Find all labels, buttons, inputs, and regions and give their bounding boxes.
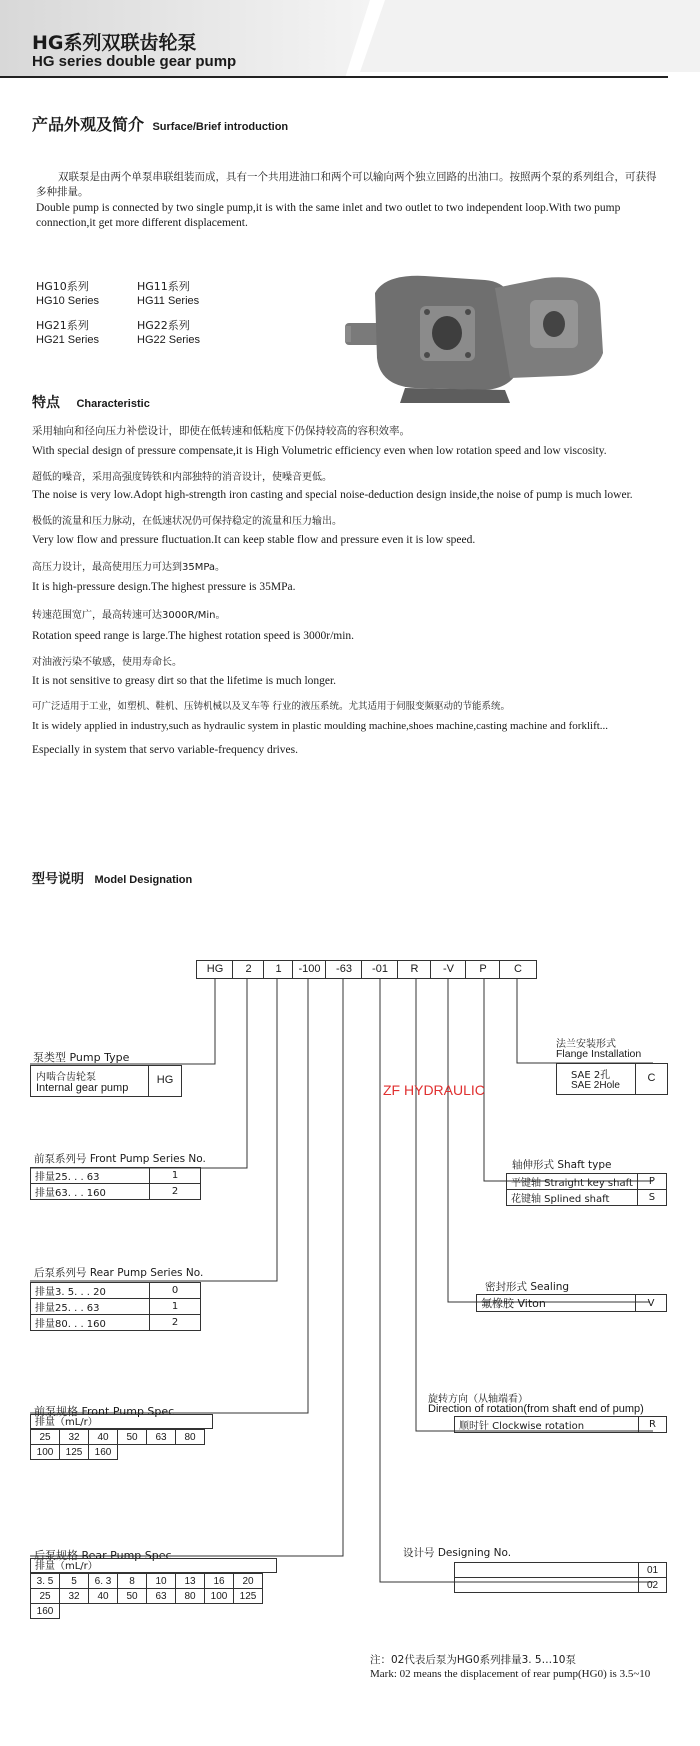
pump-type-code: HG	[156, 1074, 174, 1086]
shaft-label: 轴伸形式 Shaft type	[512, 1159, 612, 1171]
table-row: 氟橡胶 Viton V	[477, 1295, 667, 1312]
characteristic-line-en: It is high-pressure design.The highest pressure is 35MPa.	[32, 581, 296, 593]
front-series-table	[30, 1167, 201, 1200]
table-row: 25 32 40 50 63 80 100 125	[31, 1589, 263, 1604]
pump-type-box	[30, 1065, 182, 1097]
code-box: P	[465, 960, 501, 979]
code-box: -V	[430, 960, 467, 979]
intro-heading-cn: 产品外观及简介	[32, 115, 145, 134]
code-box: C	[499, 960, 537, 979]
model-heading-en: Model Designation	[94, 874, 193, 886]
characteristic-line-cn: 可广泛适用于工业，如塑机、鞋机、压铸机械以及叉车等 行业的液压系统。尤其适用于伺服变频驱动的节能系统。	[32, 701, 511, 712]
table-row: 3. 5 5 6. 3 8 10 13 16 20	[31, 1574, 263, 1589]
table-row: 顺时针 Clockwise rotation R	[455, 1417, 667, 1433]
rear-series-label: 后泵系列号 Rear Pump Series No.	[34, 1267, 204, 1279]
characteristic-line-en: It is widely applied in industry,such as hydraulic system in plastic moulding machine,shoes machine,casting machine and forklift...	[32, 720, 609, 732]
front-spec-label: 前泵规格 Front Pump Spec	[34, 1405, 175, 1418]
code-box: -63	[325, 960, 363, 979]
table-row: 01	[455, 1563, 667, 1578]
table-row: 100 125 160	[31, 1445, 205, 1460]
characteristic-line-en: With special design of pressure compensate,it is High Volumetric efficiency even when low rotation speed and low viscosity.	[32, 445, 607, 457]
table-row: 160	[31, 1604, 263, 1619]
characteristic-line-cn: 高压力设计，最高使用压力可达到35MPa。	[32, 562, 226, 573]
table-row: 排量80. . . 160 2	[31, 1315, 201, 1331]
intro-heading-en: Surface/Brief introduction	[152, 121, 289, 133]
page-title-cn: HG系列双联齿轮泵	[32, 32, 197, 54]
flange-line1: SAE 2孔	[571, 1070, 611, 1081]
rotation-label-en: Direction of rotation(from shaft end of pump)	[428, 1403, 644, 1415]
code-box: HG	[196, 960, 234, 979]
front-spec-unit: 排量（mL/r）	[30, 1414, 213, 1429]
characteristic-heading-en: Characteristic	[76, 398, 150, 410]
watermark-text: ZF HYDRAULIC	[383, 1082, 485, 1098]
characteristic-line-en: The noise is very low.Adopt high-strength iron casting and special noise-deduction design inside,the noise of pump is much lower.	[32, 489, 633, 501]
pump-type-desc-en: Internal gear pump	[36, 1082, 129, 1094]
rear-spec-table	[30, 1573, 263, 1619]
rear-spec-label: 后泵规格 Rear Pump Spec	[34, 1549, 172, 1562]
seal-label: 密封形式 Sealing	[485, 1281, 570, 1293]
characteristic-line-cn: 超低的噪音，采用高强度铸铁和内部独特的消音设计，使噪音更低。	[32, 472, 332, 483]
pump-type-label: 泵类型 Pump Type	[33, 1051, 130, 1064]
table-row: 排量63. . . 160 2	[31, 1184, 201, 1200]
shaft-table	[506, 1173, 667, 1206]
characteristic-line-cn: 极低的流量和压力脉动，在低速状况仍可保持稳定的流量和压力输出。	[32, 516, 342, 527]
flange-label-cn: 法兰安装形式	[556, 1039, 616, 1050]
design-table	[454, 1562, 667, 1593]
series-item: HG10系列 HG10 Series	[36, 280, 99, 307]
characteristic-line-en: Especially in system that servo variable-frequency drives.	[32, 744, 299, 756]
table-row: 排量3. 5. . . 20 0	[31, 1283, 201, 1299]
pump-type-desc-cn: 内啮合齿轮泵	[36, 1072, 96, 1083]
rotation-table	[454, 1416, 667, 1433]
rear-series-table	[30, 1282, 201, 1331]
seal-table	[476, 1294, 667, 1312]
flange-box	[556, 1063, 668, 1095]
table-row: 排量25. . . 63 1	[31, 1299, 201, 1315]
flange-label-en: Flange Installation	[556, 1048, 642, 1060]
code-box: 1	[263, 960, 294, 979]
front-series-label: 前泵系列号 Front Pump Series No.	[34, 1153, 206, 1165]
code-box: -01	[361, 960, 399, 979]
characteristic-line-cn: 转速范围宽广，最高转速可达3000R/Min。	[32, 610, 226, 621]
note-en: Mark: 02 means the displacement of rear pump(HG0) is 3.5~10	[370, 1668, 651, 1680]
series-item: HG22系列 HG22 Series	[137, 319, 200, 346]
table-row: 花键轴 Splined shaft S	[507, 1190, 667, 1206]
code-box: R	[397, 960, 432, 979]
table-row: 平键轴 Straight key shaft P	[507, 1174, 667, 1190]
note-cn: 注：02代表后泵为HG0系列排量3. 5…10泵	[370, 1654, 576, 1666]
flange-line2: SAE 2Hole	[571, 1080, 620, 1091]
page-title-en: HG series double gear pump	[32, 53, 237, 70]
table-row: 02	[455, 1578, 667, 1593]
characteristic-heading-cn: 特点	[32, 395, 60, 411]
flange-code: C	[647, 1072, 656, 1084]
table-row: 25 32 40 50 63 80	[31, 1430, 205, 1445]
rotation-label-cn: 旋转方向（从轴端看）	[428, 1394, 528, 1405]
characteristic-line-en: Rotation speed range is large.The highest rotation speed is 3000r/min.	[32, 630, 355, 642]
model-heading-cn: 型号说明	[32, 872, 85, 887]
code-box: -100	[292, 960, 327, 979]
characteristic-line-cn: 对油液污染不敏感，使用寿命长。	[32, 657, 182, 668]
rear-spec-unit: 排量（mL/r）	[30, 1558, 277, 1573]
front-spec-table	[30, 1429, 205, 1460]
series-item: HG11系列 HG11 Series	[137, 280, 200, 307]
characteristic-line-en: Very low flow and pressure fluctuation.It can keep stable flow and pressure even it is low speed.	[32, 534, 476, 546]
code-box: 2	[232, 960, 265, 979]
intro-paragraph-cn: 双联泵是由两个单泵串联组装而成，具有一个共用进油口和两个可以输向两个独立回路的出油口。按照两个泵的系列组合，可获得多种排量。	[36, 171, 657, 198]
series-item: HG21系列 HG21 Series	[36, 319, 99, 346]
intro-paragraph-en: Double pump is connected by two single pump,it is with the same inlet and two outlet to two independent loop.With two pump connection,it get more different displacement.	[36, 202, 621, 229]
design-label: 设计号 Designing No.	[403, 1547, 512, 1559]
characteristic-line-en: It is not sensitive to greasy dirt so that the lifetime is much longer.	[32, 675, 337, 687]
characteristic-line-cn: 采用轴向和径向压力补偿设计，即使在低转速和低粘度下仍保持较高的容积效率。	[32, 425, 410, 437]
table-row: 排量25. . . 63 1	[31, 1168, 201, 1184]
